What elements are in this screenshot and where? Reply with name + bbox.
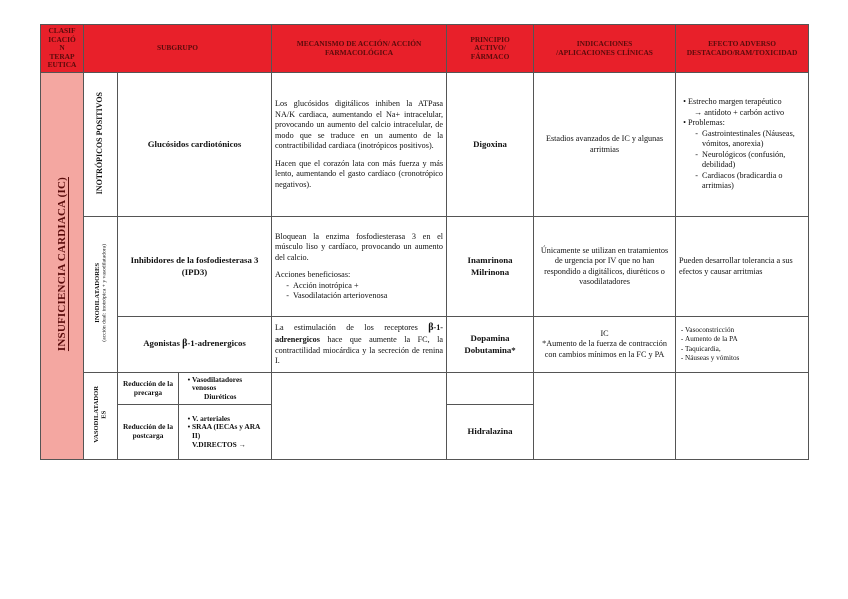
adverse-item: - Gastrointestinales (Náuseas, vómitos, anorexia) [702, 129, 805, 150]
indication-vasodilatadores [534, 373, 676, 460]
adverse-item: - Náuseas y vómitos [685, 354, 805, 363]
postcarga-item: V.DIRECTOS → [192, 439, 246, 449]
header-indicaciones: INDICACIONES /APLICACIONES CLÍNICAS [534, 25, 676, 73]
group-insuficiencia-cardiaca [41, 73, 84, 460]
category-vasodilatadores: VASODILATADOR ES [84, 373, 118, 460]
pharmacology-table [40, 24, 809, 460]
subgroup-glucosidos: Glucósidos cardiotónicos [118, 73, 272, 217]
reduccion-precarga: Reducción de la precarga [118, 373, 179, 405]
mechanism-item: - Acción inotrópica + [293, 281, 443, 292]
header-mecanismo: MECANISMO DE ACCIÓN/ ACCIÓN FARMACOLÓGICA [272, 25, 447, 73]
mechanism-glucosidos: Los glucósidos digitálicos inhiben la ATPasa NA/K cardiaca, aumentando el Na+ intracelular, provocando un aumento del calcio intracelular, de modo que se traduce en un aumento de la contractibilidad cardiaca (inotrópicos positivos). Hacen que el corazón lata con más fuerza y más lento, aumentando el gasto cardíaco (cronotrópico negativos). [272, 73, 447, 217]
drug-precarga [447, 373, 534, 405]
adverse-agonistas [676, 317, 809, 373]
mechanism-agonistas: La estimulación de los receptores β-1-adrenergicos hace que aumente la FC, la contractilidad miocárdica y la secreción de renina I. [272, 317, 447, 373]
postcarga-items [179, 405, 272, 460]
indication-digoxina: Estadios avanzados de IC y algunas arritmias [534, 73, 676, 217]
adverse-digoxina: • Estrecho margen terapéutico → antídoto + carbón activo • Problemas: - Gastrointestinales (Náuseas, vómitos, anorexia) - Neurológicos (confusión, debilidad) - Cardiacos (bradicardia o arritmias) [676, 73, 809, 217]
precarga-item: Diuréticos [204, 391, 237, 401]
header-subgrupo: SUBGRUPO [84, 25, 272, 73]
indication-ipd3: Únicamente se utilizan en tratamientos de urgencia por IV que no han respondido a digitálicos, diuréticos o vasodilatadores [534, 217, 676, 317]
subgroup-ipd3: Inhibidores de la fosfodiesterasa 3 (IPD3) [118, 217, 272, 317]
indication-agonistas: IC *Aumento de la fuerza de contracción con cambios mínimos en la FC y PA [534, 317, 676, 373]
adverse-item: - Aumento de la PA [685, 335, 805, 344]
header-efecto-adverso: EFECTO ADVERSO DESTACADO/RAM/TOXICIDAD [676, 25, 809, 73]
group-label: INSUFICIENCIA CARDIACA (IC) [55, 177, 68, 352]
precarga-item: • Vasodilatadores venosos [192, 376, 268, 393]
precarga-items [179, 373, 272, 405]
drug-hidralazina: Hidralazina [447, 405, 534, 460]
mechanism-ipd3: Bloquean la enzima fosfodiesterasa 3 en el músculo liso y cardíaco, provocando un aumento del calcio. Acciones beneficiosas: - Acción inotrópica + - Vasodilatación arteriovenosa [272, 217, 447, 317]
adverse-item: - Vasoconstricción [685, 326, 805, 335]
reduccion-postcarga: Reducción de la postcarga [118, 405, 179, 460]
adverse-vasodilatadores [676, 373, 809, 460]
subgroup-agonistas-beta1: Agonistas β-1-adrenergicos [118, 317, 272, 373]
header-clasificacion: CLASIF ICACIÓ N TERAP EUTICA [41, 25, 84, 73]
adverse-item: - Cardiacos (bradicardia o arritmias) [702, 171, 805, 192]
adverse-item: - Neurológicos (confusión, debilidad) [702, 150, 805, 171]
drug-digoxina: Digoxina [447, 73, 534, 217]
drug-agonistas: Dopamina Dobutamina* [447, 317, 534, 373]
postcarga-item: • V. arteriales [192, 415, 268, 424]
adverse-ipd3: Pueden desarrollar tolerancia a sus efectos y causar arritmias [676, 217, 809, 317]
drug-ipd3: Inamrinona Milrinona [447, 217, 534, 317]
mechanism-item: - Vasodilatación arteriovenosa [293, 291, 443, 302]
mechanism-vasodilatadores [272, 373, 447, 460]
header-principio-activo: PRINCIPIO ACTIVO/ FÁRMACO [447, 25, 534, 73]
category-inodilatadores: INODILATADORES (acción dual: inotrópica + y vasodilatadora) [84, 217, 118, 373]
adverse-item: - Taquicardia, [685, 345, 805, 354]
postcarga-item: • SRAA (IECAs y ARA II) [192, 423, 268, 440]
category-inotropicos: INOTRÓPICOS POSITIVOS [84, 73, 118, 217]
